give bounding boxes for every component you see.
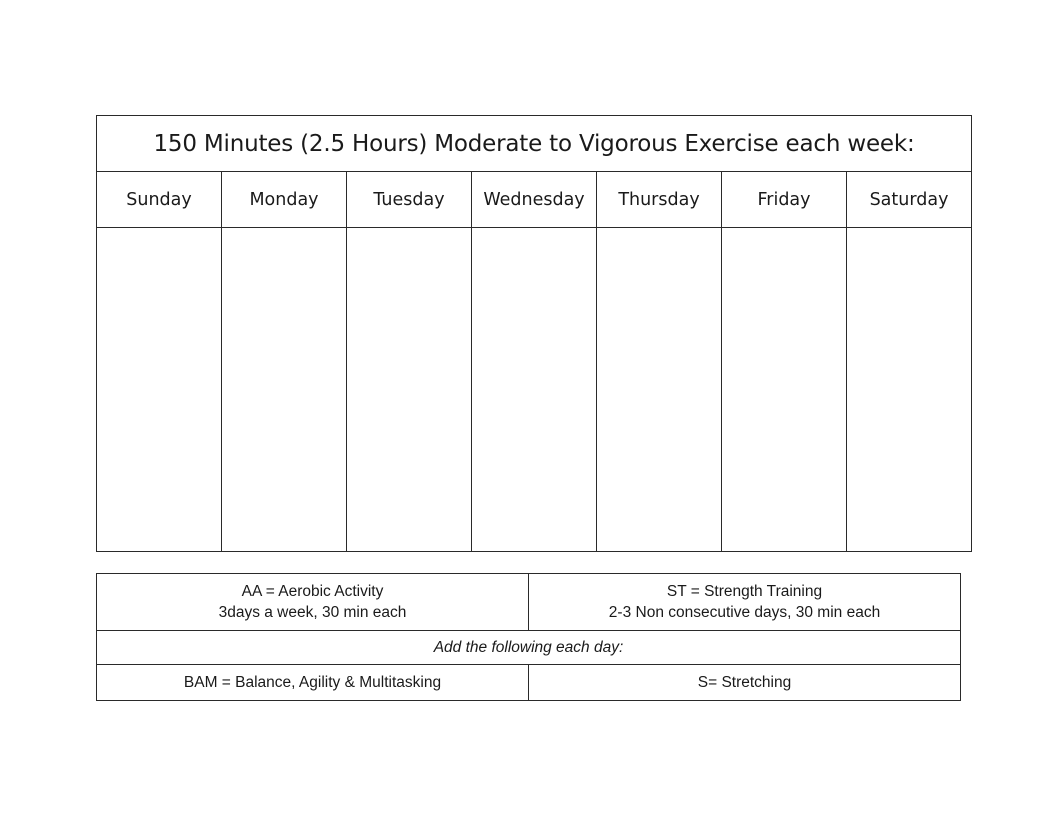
schedule-title: 150 Minutes (2.5 Hours) Moderate to Vigorous Exercise each week: xyxy=(97,116,972,172)
strength-training-title: ST = Strength Training xyxy=(666,583,823,600)
day-header-row xyxy=(97,172,972,228)
day-header-wednesday: Wednesday xyxy=(472,172,597,228)
entry-cell-saturday[interactable] xyxy=(847,228,972,552)
entry-cell-friday[interactable] xyxy=(722,228,847,552)
legend-aerobic-activity xyxy=(97,574,529,631)
day-header-monday: Monday xyxy=(222,172,347,228)
day-entry-row xyxy=(97,228,972,552)
legend-strength-training xyxy=(529,574,961,631)
day-header-friday: Friday xyxy=(722,172,847,228)
legend-daily-note: Add the following each day: xyxy=(97,631,961,665)
day-header-tuesday: Tuesday xyxy=(347,172,472,228)
aerobic-activity-title: AA = Aerobic Activity xyxy=(241,583,384,600)
strength-training-detail: 2-3 Non consecutive days, 30 min each xyxy=(608,604,881,621)
entry-cell-tuesday[interactable] xyxy=(347,228,472,552)
legend-stretching: S= Stretching xyxy=(529,665,961,701)
legend-balance-agility: BAM = Balance, Agility & Multitasking xyxy=(97,665,529,701)
entry-cell-monday[interactable] xyxy=(222,228,347,552)
entry-cell-wednesday[interactable] xyxy=(472,228,597,552)
day-header-saturday: Saturday xyxy=(847,172,972,228)
aerobic-activity-detail: 3days a week, 30 min each xyxy=(218,604,407,621)
day-header-sunday: Sunday xyxy=(97,172,222,228)
entry-cell-thursday[interactable] xyxy=(597,228,722,552)
day-header-thursday: Thursday xyxy=(597,172,722,228)
weekly-exercise-schedule xyxy=(96,115,972,552)
exercise-legend xyxy=(96,573,961,701)
entry-cell-sunday[interactable] xyxy=(97,228,222,552)
